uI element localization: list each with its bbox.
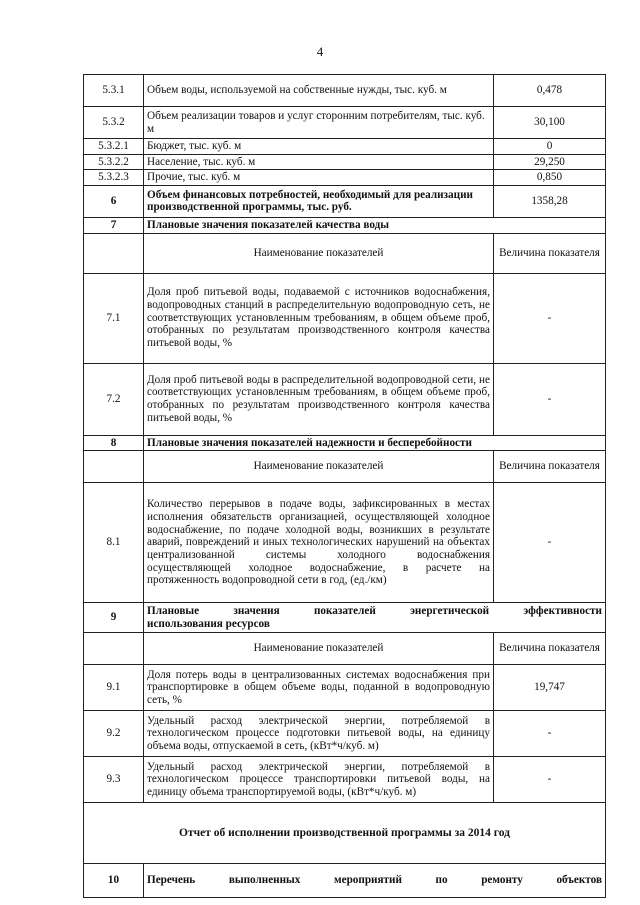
section-row [84, 603, 606, 633]
section-title-line [147, 605, 602, 618]
row-value: 1358,28 [494, 185, 606, 217]
row-text: Удельный расход электрической энергии, потребляемой в технологическом процессе транспортировки питьевой воды, на единицу объема транспортируемой воды, (кВт*ч/куб. м) [144, 757, 494, 803]
row-number: 5.3.1 [84, 75, 144, 107]
row-text: Объем финансовых потребностей, необходимый для реализации производственной программы, тыс. руб. [144, 185, 494, 217]
row-value: - [494, 711, 606, 757]
column-header-value: Величина показателя [494, 233, 606, 273]
row-text: Доля проб питьевой воды в распределительной водопроводной сети, не соответствующих установленным требованиям, в общем объеме проб, отобранных по результатам производственного контроля качества питьевой воды, % [144, 363, 494, 435]
title-word: по [435, 874, 448, 887]
column-header-name: Наименование показателей [144, 633, 494, 665]
empty-cell [84, 633, 144, 665]
column-header-value: Величина показателя [494, 451, 606, 483]
row-value: - [494, 757, 606, 803]
column-header-value: Величина показателя [494, 633, 606, 665]
title-word: энергетической [410, 605, 490, 618]
row-text: Доля проб питьевой воды, подаваемой с источников водоснабжения, водопроводных станций в распределительную водопроводную сеть, не соответствующих установленным требованиям, в общем объеме проб, отобранных по результатам производственного контроля качества питьевой воды, % [144, 273, 494, 363]
empty-cell [84, 451, 144, 483]
table-row [84, 711, 606, 757]
column-header-name: Наименование показателей [144, 451, 494, 483]
row-value: 19,747 [494, 665, 606, 711]
row-value: - [494, 363, 606, 435]
row-value: 0 [494, 139, 606, 155]
row-number: 9.3 [84, 757, 144, 803]
row-number: 5.3.2.2 [84, 154, 144, 170]
title-word: эффективности [523, 605, 602, 618]
row-number: 9.1 [84, 665, 144, 711]
title-word: Плановые [147, 605, 200, 618]
section-title [144, 864, 606, 898]
row-text: Объем воды, используемой на собственные нужды, тыс. куб. м [144, 75, 494, 107]
report-title: Отчет об исполнении производственной программы за 2014 год [84, 803, 606, 864]
table-row [84, 483, 606, 603]
table-row [84, 185, 606, 217]
table-row [84, 154, 606, 170]
section-title [144, 603, 606, 633]
column-header-row [84, 451, 606, 483]
section-row [84, 217, 606, 233]
row-text: Бюджет, тыс. куб. м [144, 139, 494, 155]
row-number: 9.2 [84, 711, 144, 757]
section-number: 7 [84, 217, 144, 233]
empty-cell [84, 233, 144, 273]
section-row [84, 435, 606, 451]
row-value: 0,478 [494, 75, 606, 107]
row-text: Население, тыс. куб. м [144, 154, 494, 170]
table-row [84, 75, 606, 107]
section-row [84, 864, 606, 898]
table-row [84, 273, 606, 363]
row-value: - [494, 483, 606, 603]
report-title-row [84, 803, 606, 864]
row-number: 6 [84, 185, 144, 217]
title-word: ремонту [481, 874, 523, 887]
row-value: 0,850 [494, 170, 606, 186]
table-row [84, 363, 606, 435]
title-word: выполненных [228, 874, 301, 887]
title-word: показателей [313, 605, 376, 618]
row-value: 29,250 [494, 154, 606, 170]
section-title-line [147, 874, 602, 887]
row-number: 7.2 [84, 363, 144, 435]
column-header-row [84, 233, 606, 273]
row-value: - [494, 273, 606, 363]
section-title-line: использования ресурсов [147, 617, 270, 630]
row-number: 5.3.2.3 [84, 170, 144, 186]
row-text: Доля потерь воды в централизованных системах водоснабжения при транспортировке в общем объеме воды, поданной в водопроводную сеть, % [144, 665, 494, 711]
title-word: объектов [556, 874, 602, 887]
column-header-name: Наименование показателей [144, 233, 494, 273]
section-title: Плановые значения показателей качества воды [144, 217, 606, 233]
row-text: Количество перерывов в подаче воды, зафиксированных в местах исполнения обязательств организацией, осуществляющей холодное водоснабжение, по подаче холодной воды, возникших в результате аварий, повреждений и иных технологических нарушений на объектах централизованной системы холодного водоснабжения осуществляющей холодное водоснабжение, в расчете на протяженность водопроводной сети в год, (ед./км) [144, 483, 494, 603]
section-title: Плановые значения показателей надежности и бесперебойности [144, 435, 606, 451]
row-text: Объем реализации товаров и услуг сторонним потребителям, тыс. куб. м [144, 107, 494, 139]
row-number: 7.1 [84, 273, 144, 363]
row-number: 8.1 [84, 483, 144, 603]
table-row [84, 107, 606, 139]
row-number: 5.3.2 [84, 107, 144, 139]
section-number: 9 [84, 603, 144, 633]
row-text: Удельный расход электрической энергии, потребляемой в технологическом процессе подготовки питьевой воды, на единицу объема воды, отпускаемой в сеть, (кВт*ч/куб. м) [144, 711, 494, 757]
table-row [84, 757, 606, 803]
row-text: Прочие, тыс. куб. м [144, 170, 494, 186]
row-value: 30,100 [494, 107, 606, 139]
column-header-row [84, 633, 606, 665]
program-table [83, 74, 606, 898]
table-row [84, 170, 606, 186]
row-number: 5.3.2.1 [84, 139, 144, 155]
section-number: 10 [84, 864, 144, 898]
page-number: 4 [316, 44, 324, 59]
title-word: Перечень [147, 874, 196, 887]
section-number: 8 [84, 435, 144, 451]
table-row [84, 665, 606, 711]
title-word: мероприятий [333, 874, 402, 887]
table-row [84, 139, 606, 155]
title-word: значения [233, 605, 280, 618]
